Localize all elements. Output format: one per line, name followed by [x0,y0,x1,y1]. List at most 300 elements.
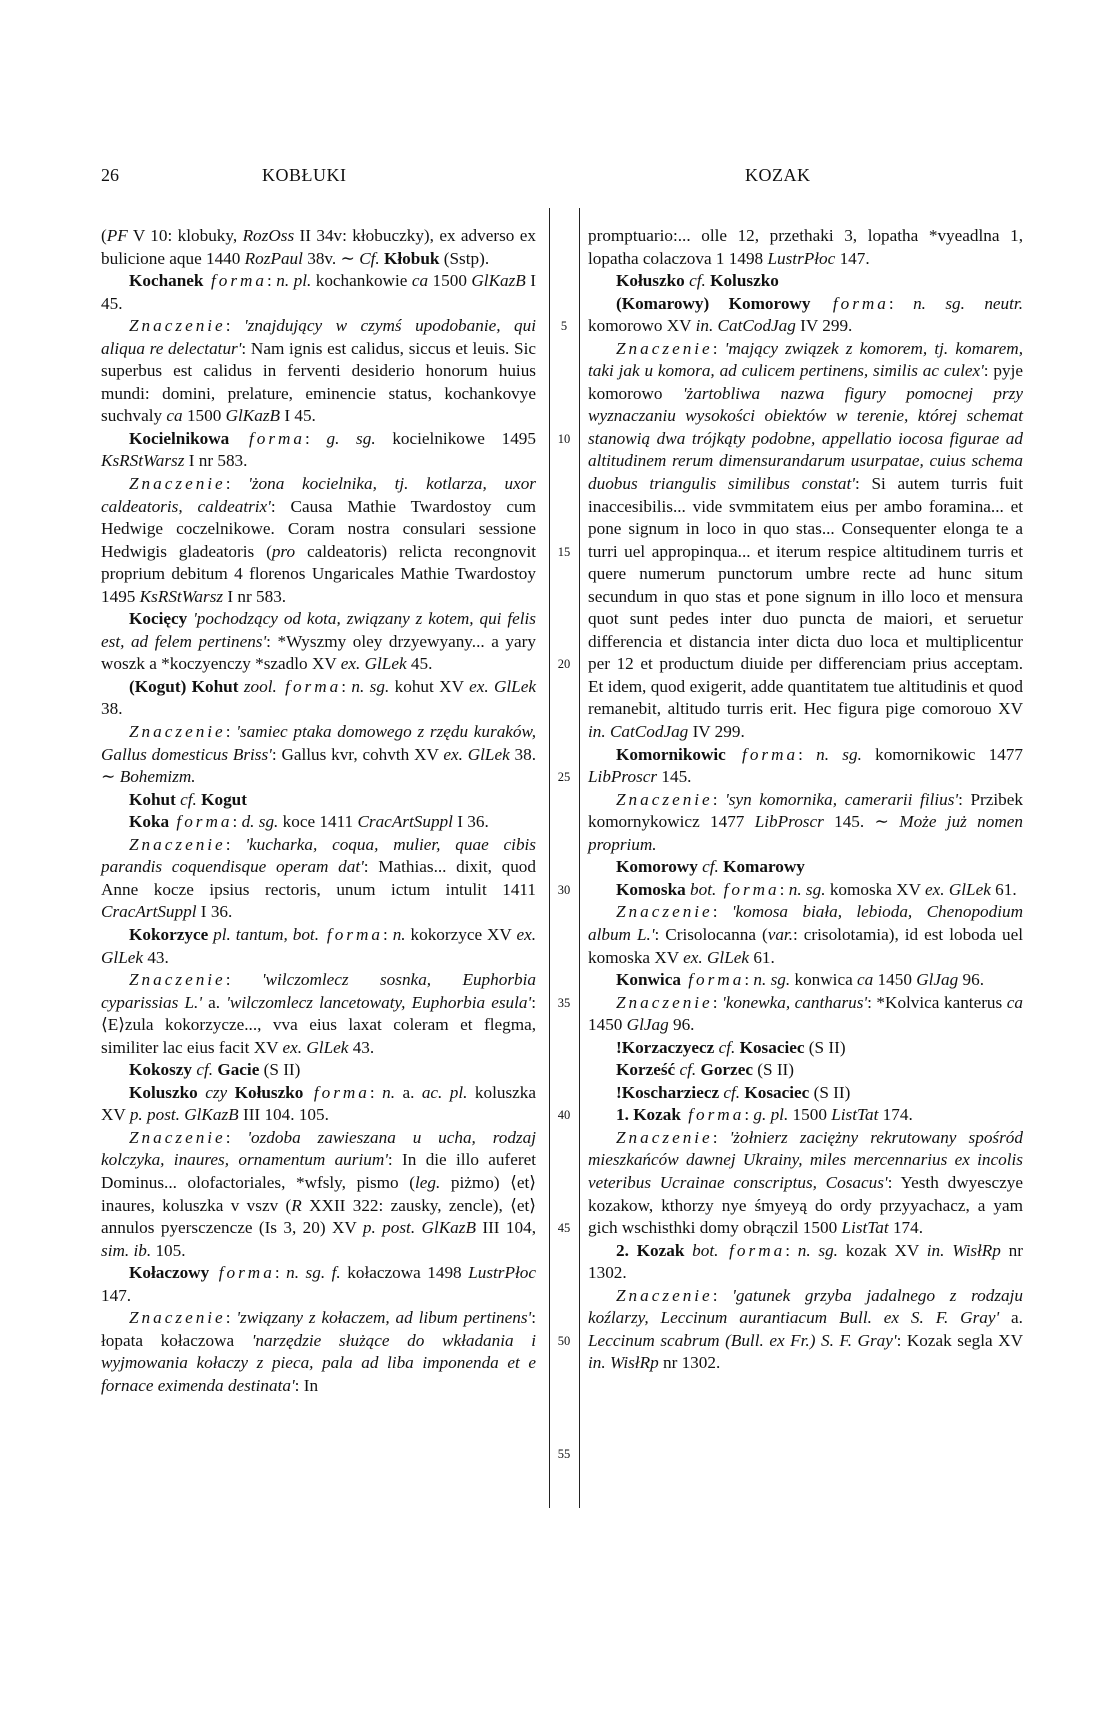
dictionary-entry [101,428,536,473]
lemma: Korześć [616,1060,676,1080]
italic-text: cf. [175,789,197,809]
running-head-left: KOBŁUKI [262,165,347,185]
entry-text: : Gallus kvr, cohvth XV [271,744,444,764]
entry-text: 145. [657,767,692,787]
dictionary-entry [588,789,1023,857]
entry-text: komoska XV [825,879,925,899]
italic-text: p. post. GlKazB [362,1218,476,1238]
entry-text: III 104. 105. [238,1105,329,1125]
line-number: 55 [557,1446,571,1461]
italic-text: n. [392,924,406,944]
entry-text: kohut XV [389,676,470,696]
lemma: Komornikowic [616,744,726,764]
entry-text: kołaczowa 1498 [340,1263,469,1283]
italic-text: ca [411,271,429,291]
entry-text: : [744,970,754,990]
entry-text: : In [294,1375,319,1395]
line-number: 40 [557,1108,571,1123]
entry-text: promptuario:... olle 12, przethaki 3, lopatha *vyeadlna 1, lopatha colaczova 1 1498 [588,226,1023,268]
lemma: (Kogut) Kohut [129,676,239,696]
entry-text: 43. [348,1037,375,1057]
italic-text: KsRStWarsz [139,586,224,606]
italic-text: LibProscr [588,767,658,787]
line-number: 5 [560,319,568,334]
line-number: 20 [557,657,571,672]
italic-text: 'syn komornika, camerarii filius' [725,789,959,809]
page-header [0,165,1101,191]
entry-text: caldeatoris) relicta recongnovit proprium debitum 4 florenos Ungaricales Mathie Twardostoy 1495 [101,541,536,606]
lemma: 2. Kozak [616,1240,685,1260]
entry-text: 96. [668,1015,695,1035]
italic-text: n. sg. [797,1240,838,1260]
entry-text: kochankowie [311,271,412,291]
entry-text: piżmo) ⟨et⟩ inaures, koluszka v vszv ( [101,1172,536,1215]
entry-text: : [274,1263,287,1283]
entry-text: 174. [878,1105,913,1125]
italic-text: Leccinum scabrum (Bull. ex Fr.) S. F. Gray' [588,1330,897,1350]
entry-text: konwica [790,970,857,990]
lemma: Komarowy [718,857,805,877]
entry-text: 61. [990,879,1017,899]
spaced-keyword: Znaczenie [616,1127,713,1147]
entry-text: IV 299. [688,722,745,742]
dictionary-entry [101,1059,536,1082]
entry-text: nr 1302. [588,1240,1023,1283]
italic-text: ex. GlLek [101,924,537,967]
entry-text: V 10: klobuky, [127,226,243,245]
entry-text: : [305,428,327,448]
italic-text: GlJag [626,1015,669,1035]
entry-text: I nr 583. [223,586,287,606]
lemma: Koluszko [705,271,779,291]
italic-text: 'żołnierz zaciężny rekrutowany spośród mieszkańców dawnej Ukrainy, miles mercennarius ex incolis veteribus Ucrainae conscriptus, Cosacus' [588,1127,1023,1192]
entry-text: : [712,992,723,1012]
entry-text: : ⟨E⟩zula kokorzycze..., vva eius laxat coleram et flegma, similiter lac eius facit XV [101,992,536,1057]
entry-text: 147. [101,1285,132,1305]
italic-text: 'wilczomlecz lancetowaty, Euphorbia esula' [226,992,532,1012]
lemma: Kosaciec [735,1037,805,1057]
italic-text: 'żartobliwa nazwa figury pomocnej przy wyznaczaniu wysokości obiektów w terenie, której schemat stanowią dwa trójkąty podobne, appellatio iocosa figurae ad altitudinem rerum dimensurandarum usurpatae, cuius schema duobus triangulis similibus constat' [588,383,1023,494]
dictionary-entry [101,834,536,924]
entry-text: 96. [958,970,984,990]
lemma: Koka [129,812,170,832]
italic-text: 'samiec ptaka domowego z rzędu kuraków, Gallus domesticus Briss' [101,722,537,764]
dictionary-entry [101,225,536,270]
dictionary-entry [101,473,536,608]
lemma: Gacie [213,1060,260,1080]
dictionary-entry [588,901,1023,969]
italic-text: n. sg. [753,970,791,990]
italic-text: czy [205,1082,228,1102]
entry-text: kocielnikowe 1495 [375,428,536,448]
italic-text: g. sg. [326,428,376,448]
dictionary-entry [588,992,1023,1037]
entry-text: : [712,1127,730,1147]
dictionary-entry [588,856,1023,879]
entry-text: : [712,789,726,809]
lemma: !Korzaczyecz [616,1037,715,1057]
lemma: Komorowy [616,857,698,877]
italic-text: 'związany z kołaczem, ad libum pertinens' [236,1308,532,1328]
italic-text: ex. GlLek [683,947,750,967]
entry-text: 61. [749,947,775,967]
entry-text: : [225,834,246,854]
italic-text: RozOss [242,226,295,245]
spaced-keyword: forma [276,676,342,696]
italic-text: n. sg. [816,744,862,764]
entry-text: 145. ∼ [823,812,900,832]
entry-text: 1500 [788,1105,832,1125]
spaced-keyword: Znaczenie [129,970,226,990]
entry-text: I 45. [280,406,316,426]
page-number: 26 [101,165,119,185]
entry-text: 43. [143,947,169,967]
running-head-right: KOZAK [745,165,811,185]
entry-text: : [225,1308,237,1328]
lemma: Kołaczowy [129,1263,210,1283]
entry-text: : [225,474,249,494]
entry-text: I nr 583. [184,451,248,471]
italic-text: ex. GlLek [443,744,510,764]
line-number: 25 [557,770,571,785]
italic-text: LustrPłoc [767,248,836,268]
italic-text: ca [166,406,183,426]
entry-text: : [744,1105,754,1125]
entry-text: : [888,293,914,313]
line-number: 30 [557,882,571,897]
italic-text: d. sg. [241,812,279,832]
italic-text: cf. [719,1082,741,1102]
entry-text: : [383,924,393,944]
italic-text: 'znajdujący w czymś upodobanie, qui aliqua re delectatur' [101,316,536,358]
entry-text: : [798,744,817,764]
dictionary-entry [588,1059,1023,1082]
dictionary-entry [588,270,1023,293]
dictionary-entry [101,924,536,969]
italic-text: 'żona kocielnika, tj. kotlarza, uxor caldeatoris, caldeatrix' [101,474,536,516]
dictionary-entry [101,608,536,676]
lemma: 1. Kozak [616,1105,681,1125]
italic-text: 'mający związek z komorem, tj. komarem, taki jak u komora, ad culicem pertinens, similis ac culex' [588,338,1023,381]
dictionary-entry [588,969,1023,992]
italic-text: in. WisłRp [926,1240,1001,1260]
dictionary-entry [101,270,536,315]
italic-text: zool. [243,676,277,696]
dictionary-entry [101,315,536,428]
lemma: Komoska [616,879,686,899]
spaced-keyword: forma [303,1082,370,1102]
italic-text: LustrPłoc [468,1263,536,1283]
entry-text: koce 1411 [278,812,358,832]
entry-text: a. [395,1082,422,1102]
italic-text: 'komosa biała, lebioda, Chenopodium album L.' [588,902,1024,944]
entry-text: I 36. [452,812,489,832]
italic-text: ListTat [841,1218,889,1238]
lemma: Konwica [616,970,681,990]
spaced-keyword: Znaczenie [616,789,713,809]
spaced-keyword: Znaczenie [129,1308,226,1328]
lemma: Kosaciec [740,1082,810,1102]
italic-text: 'narzędzie służące do wkładania i wyjmowania kołaczy z pieca, pala ad liba imponenda et e fornace eximenda destinata' [101,1330,536,1395]
italic-text: pl. tantum, bot. [213,924,319,944]
entry-text: : [785,1240,798,1260]
italic-text: KsRStWarsz [101,451,185,471]
lemma: Kogut [196,789,247,809]
italic-text: var. [767,924,793,944]
italic-text: ex. GlLek [469,676,536,696]
entry-text: 1450 [588,1015,627,1035]
spaced-keyword: Znaczenie [616,902,713,922]
spaced-keyword: forma [169,812,233,832]
italic-text: cf. [714,1037,736,1057]
lemma: Koluszko [129,1082,198,1102]
italic-text: n. sg. [351,676,390,696]
italic-text: bot. [692,1240,719,1260]
dictionary-entry [588,1240,1023,1285]
italic-text: g. pl. [753,1105,789,1125]
dictionary-entry [101,676,536,721]
entry-text: kozak XV [837,1240,927,1260]
italic-text: 'ozdoba zawieszana u ucha, rodzaj kolczyka, inaures, ornamentum aurium' [101,1127,536,1170]
italic-text: ListTat [831,1105,879,1125]
italic-text: R [291,1195,302,1215]
italic-text: p. post. GlKazB [129,1105,239,1125]
entry-text: II 34v: kłobuczky), ex adverso ex bulicione aque 1440 [101,226,536,268]
entry-text: XXII 322: zausky, zencle), ⟨et⟩ annulos pyersczencze (Is 3, 20) XV [101,1195,536,1238]
entry-text: 1500 [182,406,226,426]
entry-text: 38v. ∼ [302,248,360,268]
entry-text: : crisolotamia), id est loboda uel komoska XV [588,924,1023,967]
entry-text: 1450 [873,970,917,990]
spaced-keyword: forma [810,293,889,313]
line-number: 45 [557,1221,571,1236]
spaced-keyword: Znaczenie [129,316,226,336]
lemma: Kołuszko [227,1082,304,1102]
spaced-keyword: forma [209,1263,275,1283]
dictionary-entry [588,1082,1023,1105]
right-column [588,225,1023,1375]
lemma: Kochanek [129,271,204,291]
spaced-keyword: forma [680,1105,745,1125]
spaced-keyword: forma [319,924,383,944]
dictionary-entry [588,1104,1023,1127]
spaced-keyword: forma [203,271,268,291]
dictionary-entry [101,1307,536,1397]
italic-text: ex. GlLek [340,654,407,674]
italic-text: GlKazB [471,271,526,291]
entry-text: : [712,1285,733,1305]
entry-text: : Nam ignis est calidus, siccus et leuis. Sic superbus est calidus in ferventi desiderio honorum huius mundi: domini, prelature, eminencie status, kochankovye suchvaly [101,338,536,426]
entry-text: a. [202,992,227,1012]
entry-text: IV 299. [795,316,853,336]
entry-text: : [225,316,244,336]
italic-text: CracArtSuppl [357,812,453,832]
italic-text: CracArtSuppl [101,902,197,922]
spaced-keyword: Znaczenie [129,474,226,494]
lemma: Kokorzyce [129,924,209,944]
italic-text: ca [1006,992,1023,1012]
entry-text: komornikowic 1477 [861,744,1023,764]
italic-text: RozPaul [244,248,303,268]
entry-text: : Si autem turris fuit inaccesibilis... vide svmmitatem eius per ambo foramina... et pone signum in loco in quo stas... Consequenter elonga te a turri uel appropinqua... et iterum respice altitudinem turris et quere numerum punctorum umbre recte ad hunc situm secundum in quo stas et pone signum in illo loco et mensura quot sunt pedes inter duo puncta de maiori, et seruetur differencia et distancia inter dicta duo loca et multiplicentur per 12 et productum diuide per differenciam prius acceptam. Et idem, quod exigerit, adde quantitatem tue altitudinis et quod remanebit, altitudo turris erit. Hec figura pige comorouo XV [588,474,1023,719]
entry-text: : Kozak segla XV [896,1330,1023,1350]
spaced-keyword: forma [718,1240,786,1260]
italic-text: ca [857,970,874,990]
lemma: Kohut [129,789,176,809]
lemma: !Koscharziecz [616,1082,720,1102]
entry-text: I 45. [101,271,536,313]
entry-text: (S II) [804,1037,846,1057]
dictionary-entry [101,1262,536,1307]
entry-text: : łopata kołaczowa [101,1308,537,1350]
italic-text: n. [382,1082,396,1102]
spaced-keyword: forma [716,879,780,899]
italic-text: ex. GlLek [282,1037,349,1057]
entry-text: (Sstp). [439,248,490,268]
spaced-keyword: Znaczenie [616,992,713,1012]
entry-text: : Yesth dwyesczye kozakow, kthorzy nye śmyeyą do ordy przyyachacz, a yam gich wschisthki domy obrączil 1500 [588,1172,1023,1238]
italic-text: 'pochodzący od kota, związany z kotem, qui felis est, ad felem pertinens' [101,609,537,651]
lemma: Kołuszko [616,271,685,291]
italic-text: n. sg. neutr. [913,293,1024,313]
dictionary-entry [101,789,536,812]
spaced-keyword: Znaczenie [129,722,226,742]
entry-text: : [369,1082,383,1102]
entry-text: : Mathias... dixit, quod Anne kocze ipsius rectoris, unum ictum intulit 1411 [101,857,536,899]
entry-text: : Crisolocanna ( [654,924,768,944]
italic-text: sim. ib. [101,1240,152,1260]
italic-text: cf. [675,1060,697,1080]
entry-text: 147. [835,248,870,268]
line-number: 50 [557,1333,571,1348]
italic-text: bot. [690,879,717,899]
spaced-keyword: Znaczenie [616,338,713,358]
entry-text: (S II) [809,1082,851,1102]
entry-text: : [712,902,732,922]
italic-text: n. pl. [276,271,312,291]
spaced-keyword: forma [725,744,799,764]
lemma: Kocięcy [129,609,188,629]
italic-text: PF [106,226,128,245]
dictionary-entry [588,1127,1023,1240]
entry-text: nr 1302. [658,1353,721,1373]
entry-text: : Causa Mathie Twardostoy cum Hedwige coczelnikowe. Coram nostra consulari sessione Hedwigis gladeatoris ( [101,496,536,561]
italic-text: Może już nomen proprium. [588,812,1024,854]
spaced-keyword: forma [680,970,745,990]
lemma: Gorzec [696,1060,753,1080]
italic-text: n. sg. f. [286,1263,341,1283]
entry-text: : [779,879,789,899]
lemma: (Komarowy) Komorowy [616,293,811,313]
entry-text: III 104, [475,1218,536,1238]
entry-text: : *Kolvica kanterus [867,992,1007,1012]
column-divider-left [549,208,550,1508]
italic-text: in. WisłRp [588,1353,659,1373]
line-number: 10 [557,431,571,446]
entry-text: : [341,676,352,696]
dictionary-entry [588,1037,1023,1060]
entry-text: : [225,1127,248,1147]
italic-text: 'gatunek grzyba jadalnego z rodzaju koźlarzy, Leccinum aurantiacum Bull. ex S. F. Gray' [588,1285,1023,1328]
entry-text: I 36. [196,902,233,922]
lemma: Kłobuk [379,248,440,268]
dictionary-entry [588,879,1023,902]
dictionary-entry [101,1082,536,1127]
entry-text: kokorzyce XV [405,924,517,944]
dictionary-entry [101,721,536,789]
entry-text: : *Wyszmy oley drzyewyany... a yary woszk a *koczyenczy *szadlo XV [101,631,536,674]
column-divider-right [579,208,580,1508]
line-number: 15 [557,544,571,559]
line-number: 35 [557,995,571,1010]
dictionary-entry [588,225,1023,270]
italic-text: cf. [684,271,706,291]
left-column [101,225,536,1397]
italic-text: ex. GlLek [924,879,991,899]
spaced-keyword: Znaczenie [129,1127,226,1147]
entry-text: 105. [151,1240,186,1260]
dictionary-entry [588,744,1023,789]
entry-text [684,1241,692,1260]
italic-text: Cf. [359,248,380,268]
lemma: Kokoszy [129,1060,193,1080]
entry-text: 1500 [428,271,472,291]
entry-text: koluszka XV [101,1082,536,1125]
italic-text: LibProscr [754,812,824,832]
entry-text: 38. ∼ [101,744,537,787]
italic-text: in. CatCodJag [588,722,689,742]
spaced-keyword: Znaczenie [129,834,226,854]
spaced-keyword: forma [229,428,306,448]
entry-text: a. [999,1308,1023,1328]
entry-text: 38. [101,699,123,719]
dictionary-entry [101,969,536,1059]
dictionary-entry [588,338,1023,744]
entry-text: : [225,970,262,990]
entry-text: : [267,271,277,291]
entry-text: : pyje komorowo [588,361,1023,403]
entry-text: : Przibek komornykowicz 1477 [588,789,1023,832]
italic-text: leg. [414,1172,441,1192]
italic-text: 'kucharka, coqua, mulier, quae cibis parandis coquendisque operam dat' [101,834,536,877]
entry-text: 174. [888,1218,924,1238]
italic-text: cf. [192,1060,214,1080]
italic-text: n. sg. [788,879,826,899]
entry-text: : [225,722,237,742]
dictionary-entry [101,811,536,834]
italic-text: pro [271,541,296,561]
spaced-keyword: Znaczenie [616,1285,713,1305]
entry-text: : In die illo auferet Dominus... olofactoriales, *wfsly, pismo ( [101,1150,536,1192]
dictionary-entry [588,293,1023,338]
entry-text: : [232,812,242,832]
italic-text: 'konewka, cantharus' [722,992,868,1012]
italic-text: GlJag [916,970,959,990]
italic-text: 'wilczomlecz sosnka, Euphorbia cyparissias L.' [101,970,536,1012]
italic-text: Bohemizm. [119,767,196,787]
italic-text: cf. [697,857,719,877]
lemma: Kocielnikowa [129,428,230,448]
entry-text: komorowo XV [588,316,696,336]
italic-text: ac. pl. [421,1082,468,1102]
entry-text: (S II) [259,1060,301,1080]
entry-text: : [712,338,725,358]
italic-text: in. CatCodJag [695,316,796,336]
italic-text: GlKazB [225,406,281,426]
entry-text: 45. [406,654,433,674]
entry-text: (S II) [752,1060,795,1080]
entry-text: ( [101,226,107,245]
